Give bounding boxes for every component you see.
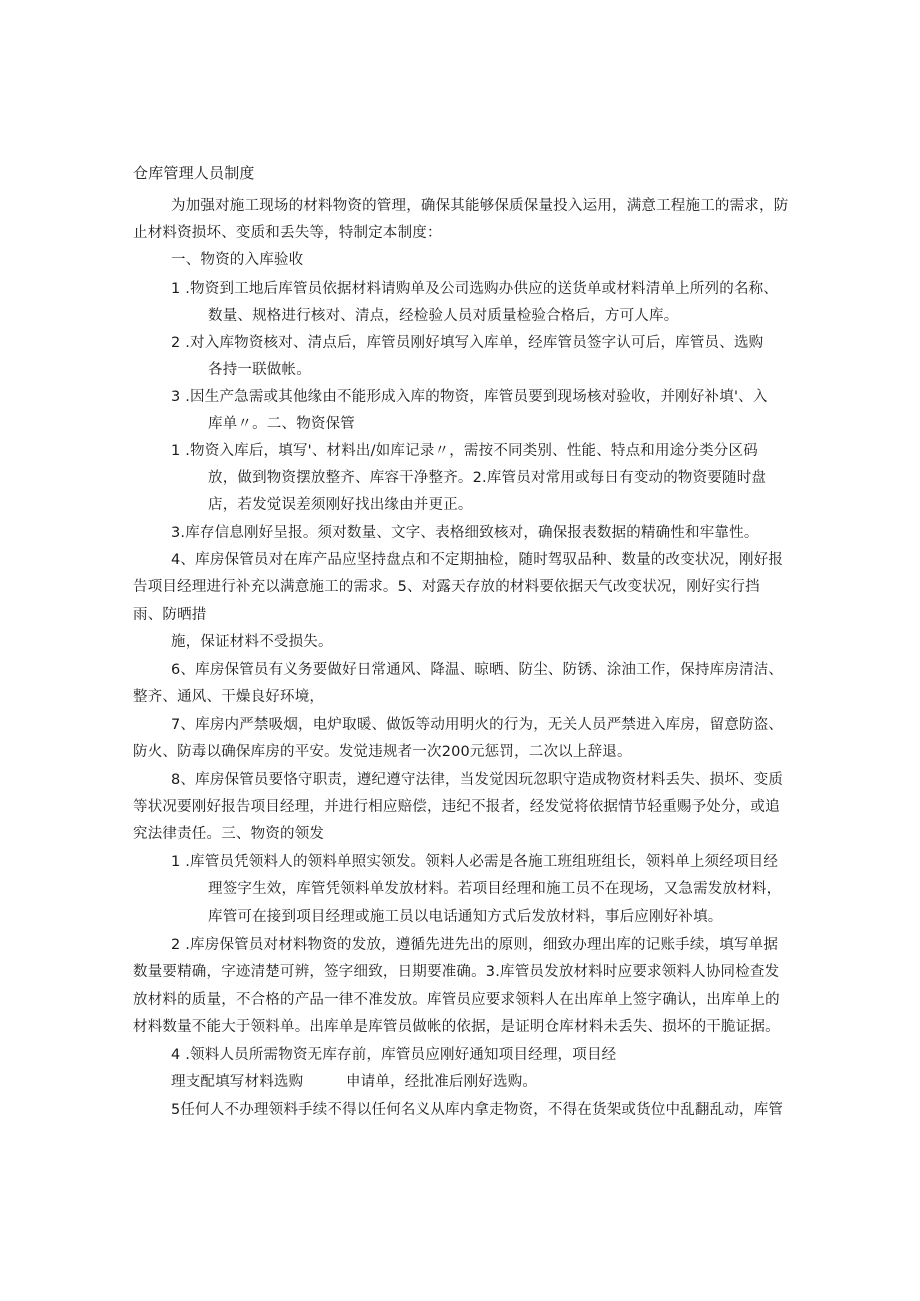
text-line: 1 .物资入库后，填写'、材料出/如库记录〃，需按不同类别、性能、特点和用途分类分区码 [171,443,758,459]
document-title: 仓库管理人员制度 [133,164,255,182]
text-line: 1 .库管员凭领料人的领料单照实领发。领料人必需是各施工班组班组长，领料单上须经项目经 [171,854,779,870]
text-line: 理签字生效，库管凭领料单发放材料。若项目经理和施工员不在现场，又急需发放材料， [208,881,782,897]
text-line: 理支配填写材料选购 [171,1074,304,1090]
text-line: 4 .领料人员所需物资无库存前，库管员应刚好通知项目经理，项目经 [171,1047,617,1063]
text-line: 放，做到物资摆放整齐、库容干净整齐。2.库管员对常用或每日有变动的物资要随时盘 [208,470,767,486]
text-line: 材料数量不能大于领料单。出库单是库管员做帐的依据，是证明仓库材料未丢失、损坏的干脆证据。 [133,1019,780,1035]
text-line: 5任何人不办理领料手续不得以任何名义从库内拿走物资，不得在货架或货位中乱翻乱动，库管 [171,1102,784,1118]
text-line: 2 .对入库物资核对、清点后，库管员刚好填写入库单，经库管员签字认可后，库管员、选购 [171,335,764,351]
text-line: 施，保证材料不受损失。 [171,634,333,650]
text-line: 1 .物资到工地后库管员依据材料请购单及公司选购办供应的送货单或材料清单上所列的名称、 [171,281,779,297]
text-line: 各持一联做帐。 [208,362,311,378]
text-line: 库管可在接到项目经理或施工员以电话通知方式后发放材料，事后应刚好补填。 [208,909,723,925]
text-line: 究法律责任。三、物资的领发 [133,826,325,842]
text-line: 等状况要刚好报告项目经理，并进行相应赔偿，违纪不报者，经发觉将依据情节轻重赐予处分，或追 [133,799,780,815]
text-line: 防火、防毒以确保库房的平安。发觉违规者一次200元惩罚，二次以上辞退。 [133,744,632,760]
text-line: 8、库房保管员要恪守职责，遵纪遵守法律，当发觉因玩忽职守造成物资材料丢失、损坏、变质 [171,772,784,788]
text-line: 止材料资损坏、变质和丢失等，特制定本制度： [133,225,442,241]
text-line: 数量要精确，字迹清楚可辨，签字细致，日期要准确。3.库管员发放材料时应要求领料人协同检查发 [133,964,780,980]
text-line: 整齐、通风、干燥良好环境， [133,689,325,705]
text-line: 数量、规格进行核对、清点，经检验人员对质量检验合格后，方可人库。 [208,308,679,324]
text-line: 2 .库房保管员对材料物资的发放，遵循先进先出的原则，细致办理出库的记账手续，填写单据 [171,937,779,953]
text-line: 申请单，经批准后刚好选购。 [346,1074,538,1090]
text-line: 告项目经理进行补充以满意施工的需求。5、对露天存放的材料要依据天气改变状况，刚好实行挡 [133,579,760,595]
text-line: 店，若发觉误差须刚好找出缘由并更正。 [208,497,473,513]
section-heading: 一、物资的入库验收 [171,252,304,268]
text-line: 4、库房保管员对在库产品应坚持盘点和不定期抽检，随时驾驭品种、数量的改变状况，刚好报 [171,552,784,568]
text-line: 3 .因生产急需或其他缘由不能形成入库的物资，库管员要到现场核对验收，并刚好补填'、入 [171,389,768,405]
text-line: 7、库房内严禁吸烟，电炉取暖、做饭等动用明火的行为，无关人员严禁进入库房，留意防盗、 [171,717,784,733]
text-line: 放材料的质量，不合格的产品一律不准发放。库管员应要求领料人在出库单上签字确认，出库单上的 [133,992,780,1008]
text-line: 库单〃。二、物资保管 [208,416,355,432]
text-line: 3.库存信息刚好呈报。须对数量、文字、表格细致核对，确保报表数据的精确性和牢靠性。 [171,525,759,541]
text-line: 雨、防晒措 [133,607,207,623]
text-line: 6、库房保管员有义务要做好日常通风、降温、晾晒、防尘、防锈、涂油工作，保持库房清洁、 [171,662,784,678]
text-line: 为加强对施工现场的材料物资的管理，确保其能够保质保量投入运用，满意工程施工的需求，防 [171,198,789,214]
